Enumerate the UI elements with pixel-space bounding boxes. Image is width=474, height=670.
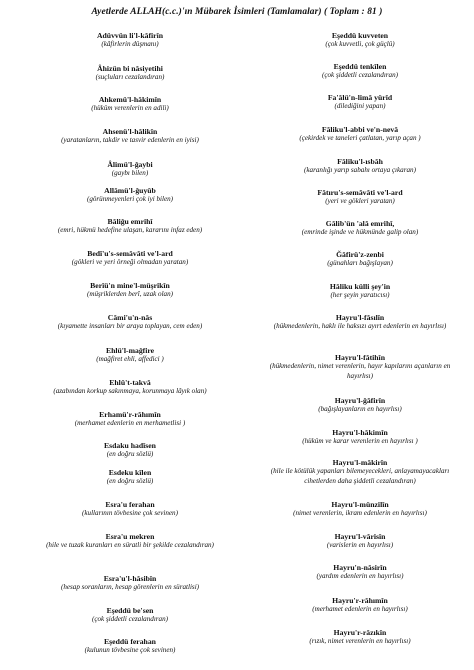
name-meaning: (çekirdek ve taneleri çatlatan, yarıp açan ) [299, 134, 421, 143]
name-meaning: (çok şiddetli cezalandıran) [91, 615, 169, 624]
name-meaning: (hüküm verenlerin en adili) [91, 104, 169, 113]
divine-name: Eşeddü kuvveten [331, 31, 389, 40]
divine-name: Hayru'n-nâsirîn [333, 563, 387, 572]
name-entry [252, 219, 468, 238]
name-meaning: (karanlığı yarıp sabahı ortaya çıkaran) [304, 166, 416, 175]
name-entry [252, 62, 468, 81]
divine-name: Adüvvün li'l-kâfirîn [96, 31, 163, 40]
name-meaning: (rızık, nimet verenlerin en hayırlısı) [309, 637, 411, 646]
name-entry [252, 188, 468, 207]
divine-name: Erhamü'r-râhımîn [99, 410, 161, 419]
divine-name: Gâlib'ün 'alâ emrihî, [325, 219, 395, 228]
name-meaning: (varislerin en hayırlısı) [326, 541, 394, 550]
name-meaning: (hesap soranların, hesap görenlerin en süratlisi) [60, 583, 200, 592]
name-entry [20, 313, 240, 332]
name-meaning: (hile ile kötülük yapanları bilemeyecekleri, anlayamayacakları cihetlerden daha şiddetli cezalandıran) [270, 467, 450, 485]
name-entry [20, 186, 240, 205]
divine-name: Fâtıru's-semâvâti ve'l-ard [317, 188, 403, 197]
divine-name: Allâmü'l-ğuyûb [104, 186, 156, 195]
name-meaning: (müşriklerden berî, uzak olan) [86, 290, 174, 299]
name-meaning: (emri, hükmü hedefine ulaşan, kararını infaz eden) [57, 226, 203, 235]
name-meaning: (görünmeyenleri çok iyi bilen) [86, 195, 174, 204]
divine-name: Hayru'l-fâsılîn [335, 313, 385, 322]
name-entry [20, 574, 240, 593]
name-meaning: (hile ve tuzak kuranları en süratli bir şekilde cezalandıran) [46, 541, 214, 550]
name-meaning: (kulunun tövbesine çok sevinen) [84, 646, 176, 655]
divine-name: Ğâfirü'z-zenbi [336, 250, 384, 259]
divine-name: Ahkemü'l-hâkimîn [98, 95, 162, 104]
name-entry [252, 93, 468, 112]
divine-name: Fâliku'l-abbi ve'n-nevâ [321, 125, 399, 134]
name-entry [20, 410, 240, 429]
name-entry [20, 160, 240, 179]
name-meaning: (merhamet edenlerin en hayırlısı) [312, 605, 408, 614]
divine-name: Esdaku hadîsen [104, 441, 156, 450]
name-meaning: (kâfirlerin düşmanı) [101, 40, 159, 49]
name-entry [20, 378, 240, 397]
divine-name: Eşeddü be'sen [106, 606, 154, 615]
name-meaning: (emrinde işinde ve hükmünde galip olan) [301, 228, 419, 237]
name-meaning: (suçluları cezalandıran) [95, 73, 165, 82]
name-meaning: (hüküm ve karar verenlerin en hayırlısı ) [302, 437, 418, 446]
name-meaning: (mağfiret ehli, affedici ) [96, 355, 164, 364]
name-entry [252, 396, 468, 415]
name-entry [20, 64, 240, 83]
divine-name: Esra'u ferahan [105, 500, 155, 509]
name-meaning: (yeri ve gökleri yaratan) [325, 197, 395, 206]
name-meaning: (yardım edenlerin en hayırlısı) [316, 572, 404, 581]
divine-name: Hayru'l-hâkimîn [332, 428, 388, 437]
divine-name: Hayru'r-râzıkîn [333, 628, 387, 637]
name-entry [20, 532, 240, 551]
divine-name: Fa'âlü'n-limâ yürîd [327, 93, 393, 102]
name-entry [252, 500, 468, 519]
name-entry [20, 31, 240, 50]
name-entry [20, 281, 240, 300]
name-entry [252, 250, 468, 269]
divine-name: Hayru'l-vârisîn [334, 532, 386, 541]
name-entry [252, 125, 468, 144]
divine-name: Eşeddü ferahan [104, 637, 156, 646]
name-meaning: (nimet verenlerin, ikram edenlerin en hayırlısı) [293, 509, 427, 518]
divine-name: Hayru'l-mâkirîn [332, 458, 388, 467]
divine-name: Hayru'l-münzilîn [331, 500, 389, 509]
divine-name: Bedî'u's-semâvâti ve'l-ard [87, 249, 173, 258]
name-meaning: (her şeyin yaratıcısı) [330, 291, 390, 300]
divine-name: Ahsenü'l-hâlikîn [102, 127, 158, 136]
name-meaning: (en doğru sözlü) [106, 477, 154, 486]
name-meaning: (günahları bağışlayan) [327, 259, 393, 268]
name-entry [20, 127, 240, 146]
name-entry [252, 458, 468, 486]
name-entry [20, 346, 240, 365]
divine-name: Eşeddü tenkîlen [333, 62, 387, 71]
divine-name: Âlimü'l-ğaybi [107, 160, 153, 169]
divine-name: Berîü'n mine'l-müşrikîn [90, 281, 170, 290]
divine-name: Esdeku kîlen [108, 468, 152, 477]
name-meaning: (kıyamette insanları bir araya toplayan, cem eden) [57, 322, 203, 331]
name-entry [252, 157, 468, 176]
name-entry [20, 637, 240, 656]
name-entry [20, 441, 240, 460]
name-entry [252, 628, 468, 647]
name-entry [20, 468, 240, 487]
name-entry [252, 353, 468, 381]
name-meaning: (azabından korkup sakınmaya, korunmaya lâyık olan) [53, 387, 207, 396]
name-entry [252, 428, 468, 447]
divine-name: Fâliku'l-ısbâh [337, 157, 383, 166]
divine-name: Hayru'r-râhımîn [332, 596, 388, 605]
name-meaning: (çok kuvvetli, çok güçlü) [325, 40, 395, 49]
name-meaning: (gökleri ve yeri örneği olmadan yaratan) [71, 258, 189, 267]
name-meaning: (merhamet edenlerin en merhametlisi ) [74, 419, 186, 428]
name-meaning: (hükmedenlerin, nimet verenlerin, hayır kapılarını açanların en hayırlısı) [269, 362, 451, 380]
name-entry [252, 313, 468, 332]
divine-name: Hâliku külli şey'in [329, 282, 391, 291]
divine-name: Hayru'l-fâtihîn [335, 353, 385, 362]
name-entry [20, 217, 240, 236]
name-entry [252, 31, 468, 50]
divine-name: Hayru'l-ğâfirîn [334, 396, 386, 405]
name-meaning: (çok şiddetli cezalandıran) [321, 71, 399, 80]
name-entry [20, 606, 240, 625]
name-meaning: (gaybı bilen) [111, 169, 149, 178]
name-meaning: (dilediğini yapan) [334, 102, 386, 111]
name-meaning: (kullarının tövbesine çok sevinen) [82, 509, 178, 518]
name-meaning: (hükmedenlerin, haklı ile haksızı ayırt edenlerin en hayırlısı) [273, 322, 447, 331]
divine-name: Ehlü'l-mağfire [105, 346, 155, 355]
name-entry [20, 500, 240, 519]
name-meaning: (en doğru sözlü) [106, 450, 154, 459]
name-entry [252, 532, 468, 551]
name-entry [20, 95, 240, 114]
divine-name: Âhizün bi nâsiyetihi [97, 64, 163, 73]
name-entry [252, 563, 468, 582]
divine-name: Ehlü't-takvâ [109, 378, 151, 387]
name-meaning: (bağışlayanların en hayırlısı) [318, 405, 402, 414]
page-title: Ayetlerde ALLAH(c.c.)'ın Mübarek İsimleri (Tamlamalar) ( Toplam : 81 ) [91, 7, 383, 17]
name-entry [20, 249, 240, 268]
name-meaning: (yaratanların, takdir ve tasvir edenlerin en iyisi) [61, 136, 199, 145]
divine-name: Câmi'u'n-nâs [107, 313, 153, 322]
name-entry [252, 596, 468, 615]
name-entry [252, 282, 468, 301]
divine-name: Esra'u'l-hâsibîn [103, 574, 157, 583]
divine-name: Esra'u mekren [105, 532, 155, 541]
divine-name: Bâliğu emrihî [107, 217, 153, 226]
